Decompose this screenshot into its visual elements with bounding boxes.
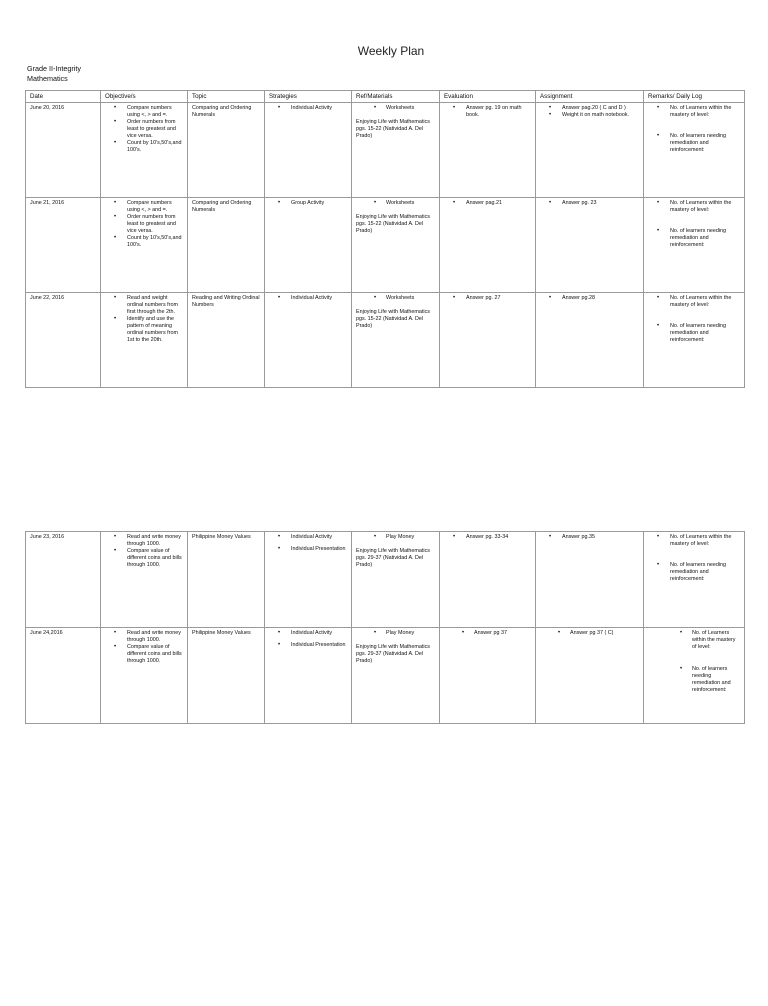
assignment-item: • Answer pg. 23 — [562, 200, 639, 207]
objective-item: • Compare value of different coins and bills through 1000. — [127, 548, 183, 569]
weekly-plan-table — [25, 90, 745, 388]
header-date: Date — [26, 91, 101, 103]
strategy-item: • Individual Presentation — [291, 546, 347, 553]
date-cell: June 23, 2016 — [26, 532, 101, 628]
header-topic: Topic — [188, 91, 265, 103]
objectives-cell — [101, 103, 188, 198]
objective-item: • Read and write money through 1000. — [127, 534, 183, 548]
weekly-plan-table-continued — [25, 531, 745, 724]
remark-item: • No. of learners needing remediation and reinforcement: — [670, 323, 740, 344]
strategies-cell — [265, 103, 352, 198]
objective-item: • Compare numbers using <, > and =. — [127, 105, 183, 119]
evaluation-cell — [440, 103, 536, 198]
header-remarks: Remarks/ Daily Log — [644, 91, 745, 103]
reference-text: Enjoying Life with Mathematics pgs. 29-37 (Natividad A. Del Prado) — [356, 548, 431, 568]
objective-item: • Identify and use the pattern of meaning ordinal numbers from 1st to the 20th. — [127, 316, 183, 344]
reference-text: Enjoying Life with Mathematics pgs. 15-22 (Natividad A. Del Prado) — [356, 119, 431, 139]
evaluation-cell — [440, 198, 536, 293]
evaluation-item: • Answer pg. 33-34 — [466, 534, 531, 541]
objectives-cell — [101, 293, 188, 388]
header-materials: Ref/Materials — [352, 91, 440, 103]
table-row — [26, 198, 745, 293]
table-row — [26, 628, 745, 724]
remark-item: • No. of Learners within the mastery of level: — [670, 534, 740, 548]
spacer — [692, 651, 740, 666]
material-item: • Play Money — [386, 534, 435, 541]
objectives-cell — [101, 628, 188, 724]
remark-item: • No. of learners needing remediation and reinforcement: — [670, 228, 740, 249]
evaluation-cell — [440, 532, 536, 628]
date-cell: June 21, 2016 — [26, 198, 101, 293]
page-title: Weekly Plan — [357, 44, 425, 58]
spacer — [670, 548, 740, 562]
assignment-item: • Answer pag.20 ( C and D ) — [562, 105, 639, 112]
evaluation-cell — [440, 293, 536, 388]
remarks-cell — [644, 628, 745, 724]
materials-cell — [352, 293, 440, 388]
strategy-item: • Individual Activity — [291, 295, 347, 302]
material-item: • Worksheets — [386, 295, 435, 302]
strategy-item: • Individual Activity — [291, 630, 347, 637]
assignment-item: • Answer pg.35 — [562, 534, 639, 541]
topic-cell: Reading and Writing Ordinal Numbers — [188, 293, 265, 388]
date-cell: June 20, 2016 — [26, 103, 101, 198]
topic-cell: Philippine Money Values — [188, 532, 265, 628]
assignment-item: • Weight it on math notebook. — [562, 112, 639, 119]
assignment-item: • Answer pg.28 — [562, 295, 639, 302]
materials-cell — [352, 198, 440, 293]
material-item: • Worksheets — [386, 105, 435, 112]
header-assignment: Assignment — [536, 91, 644, 103]
materials-cell — [352, 103, 440, 198]
header-objectives: Objective/s — [101, 91, 188, 103]
material-item: • Play Money — [386, 630, 435, 637]
remark-item: • No. of learners needing remediation and reinforcement: — [670, 562, 740, 583]
class-info — [27, 64, 81, 84]
strategies-cell — [265, 628, 352, 724]
objective-item: • Order numbers from least to greatest and vice versa. — [127, 214, 183, 235]
date-cell: June 22, 2016 — [26, 293, 101, 388]
materials-cell — [352, 628, 440, 724]
strategy-item: • Individual Activity — [291, 534, 347, 541]
strategy-item: • Group Activity — [291, 200, 347, 207]
spacer — [670, 214, 740, 228]
evaluation-item: • Answer pg 37 — [474, 630, 531, 637]
remark-item: • No. of learners needing remediation and reinforcement: — [670, 133, 740, 154]
evaluation-item: • Answer pag.21 — [466, 200, 531, 207]
reference-text: Enjoying Life with Mathematics pgs. 15-22 (Natividad A. Del Prado) — [356, 214, 431, 234]
header-evaluation: Evaluation — [440, 91, 536, 103]
strategies-cell — [265, 198, 352, 293]
table-row — [26, 293, 745, 388]
date-cell: June 24,2016 — [26, 628, 101, 724]
remarks-cell — [644, 103, 745, 198]
assignment-cell — [536, 532, 644, 628]
strategies-cell — [265, 532, 352, 628]
strategy-item: • Individual Presentation — [291, 642, 347, 649]
remarks-cell — [644, 532, 745, 628]
evaluation-item: • Answer pg. 19 on math book. — [466, 105, 531, 119]
grade-label: Grade II-Integrity — [27, 64, 81, 73]
objective-item: • Order numbers from least to greatest and vice versa. — [127, 119, 183, 140]
topic-cell: Comparing and Ordering Numerals — [188, 198, 265, 293]
topic-cell: Comparing and Ordering Numerals — [188, 103, 265, 198]
objective-item: • Read and weight ordinal numbers from first through the 2th. — [127, 295, 183, 316]
objective-item: • Compare numbers using <, > and =. — [127, 200, 183, 214]
objective-item: • Count by 10's,50's,and 100's. — [127, 235, 183, 249]
remarks-cell — [644, 293, 745, 388]
spacer — [670, 309, 740, 323]
reference-text: Enjoying Life with Mathematics pgs. 29-37 (Natividad A. Del Prado) — [356, 644, 431, 664]
topic-cell: Philippine Money Values — [188, 628, 265, 724]
assignment-cell — [536, 198, 644, 293]
assignment-cell — [536, 103, 644, 198]
material-item: • Worksheets — [386, 200, 435, 207]
remarks-cell — [644, 198, 745, 293]
remark-item: • No. of learners needing remediation and reinforcement: — [692, 666, 740, 694]
strategies-cell — [265, 293, 352, 388]
subject-label: Mathematics — [27, 74, 68, 83]
remark-item: • No. of Learners within the mastery of level: — [692, 630, 740, 651]
objectives-cell — [101, 198, 188, 293]
objectives-cell — [101, 532, 188, 628]
spacer — [670, 119, 740, 133]
assignment-cell — [536, 293, 644, 388]
remark-item: • No. of Learners within the mastery of level: — [670, 105, 740, 119]
reference-text: Enjoying Life with Mathematics pgs. 15-22 (Natividad A. Del Prado) — [356, 309, 431, 329]
evaluation-item: • Answer pg. 27 — [466, 295, 531, 302]
table-row — [26, 532, 745, 628]
table-header-row — [26, 91, 745, 103]
objective-item: • Compare value of different coins and bills through 1000. — [127, 644, 183, 665]
table-row — [26, 103, 745, 198]
header-strategies: Strategies — [265, 91, 352, 103]
remark-item: • No. of Learners within the mastery of level: — [670, 295, 740, 309]
assignment-cell — [536, 628, 644, 724]
assignment-item: • Answer pg 37 ( C) — [570, 630, 639, 637]
objective-item: • Read and write money through 1000. — [127, 630, 183, 644]
remark-item: • No. of Learners within the mastery of level: — [670, 200, 740, 214]
strategy-item: • Individual Activity — [291, 105, 347, 112]
materials-cell — [352, 532, 440, 628]
evaluation-cell — [440, 628, 536, 724]
objective-item: • Count by 10's,50's,and 100's. — [127, 140, 183, 154]
